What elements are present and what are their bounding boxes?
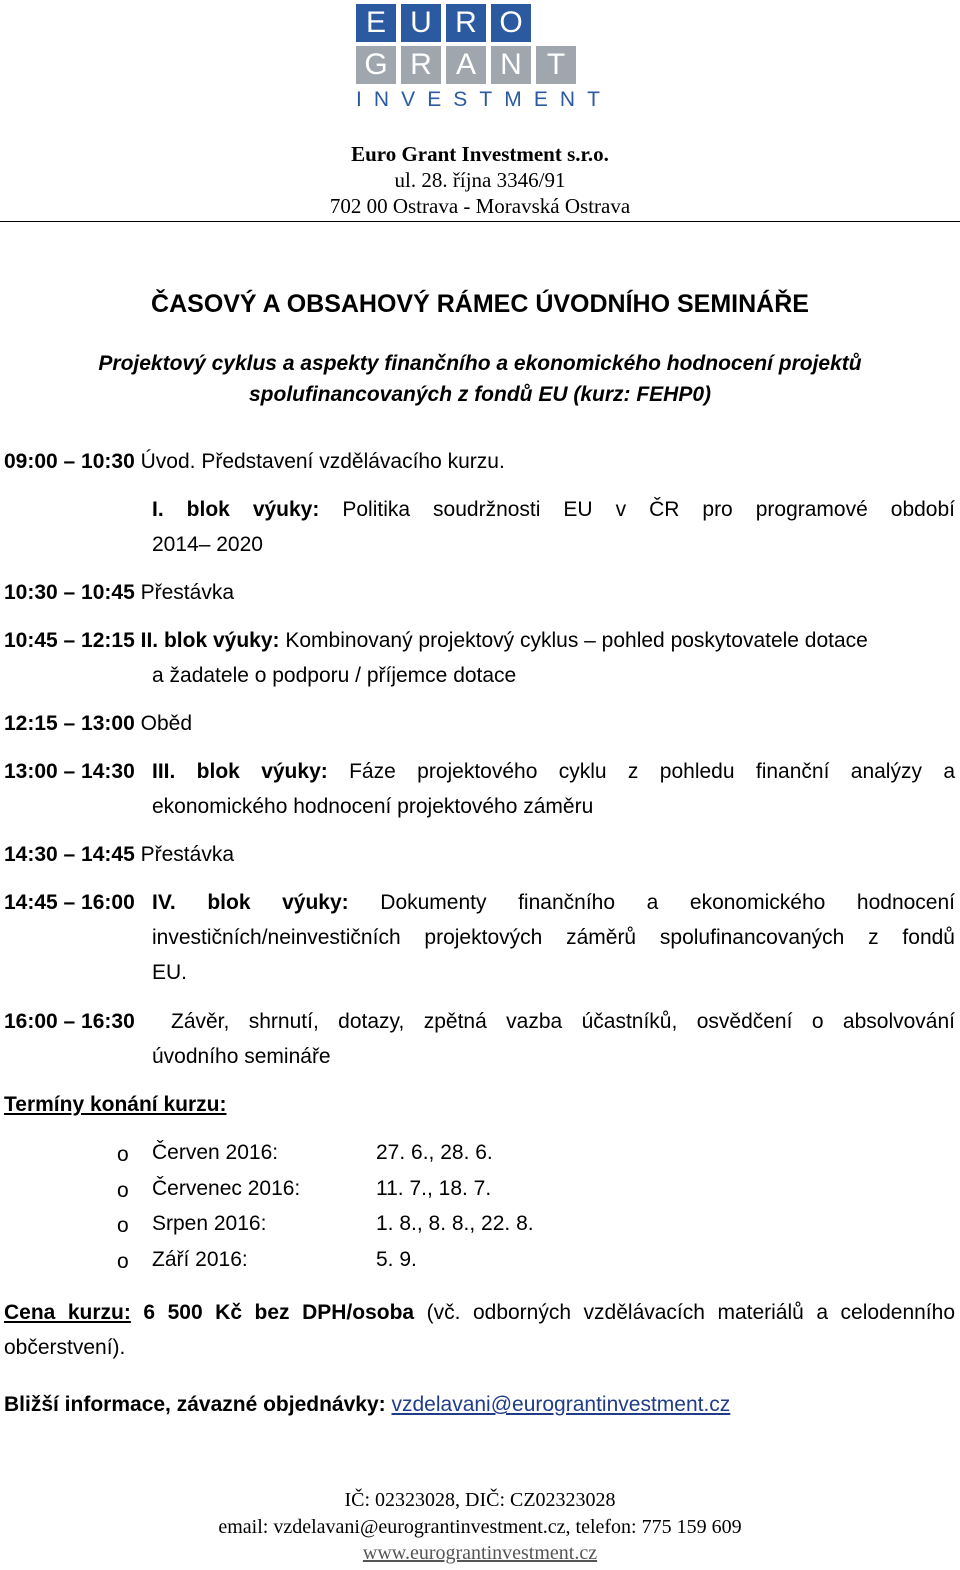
block-text: Politika soudržnosti EU v ČR pro programové období xyxy=(342,498,955,521)
logo-letter: T xyxy=(479,88,493,111)
bullet-icon: o xyxy=(117,1214,129,1237)
logo-letter: T xyxy=(536,46,576,84)
bullet-icon: o xyxy=(117,1179,129,1202)
page-title: ČASOVÝ A OBSAHOVÝ RÁMEC ÚVODNÍHO SEMINÁŘE xyxy=(151,290,809,318)
logo-letter: E xyxy=(533,88,548,111)
block-text-cont: ekonomického hodnocení projektového záměru xyxy=(152,795,594,818)
schedule-text: Přestávka xyxy=(140,843,234,866)
company-street: ul. 28. října 3346/91 xyxy=(394,168,566,192)
logo-word-investment xyxy=(356,88,600,112)
logo-letter: N xyxy=(373,88,390,111)
term-month: Srpen 2016: xyxy=(152,1212,267,1235)
schedule-time: 10:30 – 10:45 xyxy=(4,581,135,604)
logo-letter: U xyxy=(401,4,441,42)
schedule-block-4 xyxy=(152,891,955,915)
price-label: Cena kurzu: xyxy=(4,1301,131,1324)
block-label: III. blok výuky: xyxy=(152,760,328,783)
schedule-time: 16:00 – 16:30 xyxy=(4,1010,135,1033)
price-line xyxy=(4,1301,955,1325)
terms-heading: Termíny konání kurzu: xyxy=(4,1093,227,1116)
company-logo xyxy=(356,4,604,112)
price-note: (vč. odborných vzdělávacích materiálů a celodenního xyxy=(426,1301,955,1324)
block-text: Dokumenty finančního a ekonomického hodnocení xyxy=(380,891,956,914)
block-label: I. blok výuky: xyxy=(152,498,320,521)
block-text-cont: a žadatele o podporu / příjemce dotace xyxy=(152,664,517,687)
logo-letter: R xyxy=(446,4,486,42)
logo-letter: E xyxy=(356,4,396,42)
footer-contact: email: vzdelavani@eurograntinvestment.cz, telefon: 775 159 609 xyxy=(218,1516,742,1538)
block-label: IV. blok výuky: xyxy=(152,891,349,914)
schedule-block-1 xyxy=(152,498,955,522)
block-text: Kombinovaný projektový cyklus – pohled poskytovatele dotace xyxy=(285,629,868,652)
schedule-text: Oběd xyxy=(140,712,192,735)
logo-letter: N xyxy=(491,46,531,84)
schedule-item xyxy=(4,629,868,653)
schedule-item xyxy=(4,450,505,474)
info-label: Bližší informace, závazné objednávky: xyxy=(4,1393,386,1416)
schedule-time: 14:45 – 16:00 xyxy=(4,891,135,914)
logo-letter: E xyxy=(427,88,442,111)
bullet-icon: o xyxy=(117,1143,129,1166)
footer-web-link[interactable]: www.eurograntinvestment.cz xyxy=(362,1542,598,1564)
schedule-time: 12:15 – 13:00 xyxy=(4,712,135,735)
schedule-text: Úvod. Představení vzdělávacího kurzu. xyxy=(140,450,505,473)
schedule-item xyxy=(4,581,234,605)
schedule-time: 10:45 – 12:15 xyxy=(4,629,135,652)
term-dates: 1. 8., 8. 8., 22. 8. xyxy=(376,1212,534,1235)
subtitle-line-2: spolufinancovaných z fondů EU (kurz: FEHP0) xyxy=(248,383,712,406)
logo-letter: I xyxy=(356,88,362,111)
header-divider xyxy=(0,221,960,222)
logo-row-euro xyxy=(356,4,604,42)
schedule-item xyxy=(4,712,192,736)
company-city: 702 00 Ostrava - Moravská Ostrava xyxy=(329,194,631,218)
email-link[interactable]: vzdelavani@eurograntinvestment.cz xyxy=(391,1393,731,1416)
price-value: 6 500 Kč bez DPH/osoba xyxy=(143,1301,415,1324)
schedule-block-3 xyxy=(152,760,955,784)
schedule-item xyxy=(4,843,234,867)
info-line xyxy=(4,1393,730,1417)
block-label: II. blok výuky: xyxy=(140,629,280,652)
bullet-icon: o xyxy=(117,1250,129,1273)
company-name: Euro Grant Investment s.r.o. xyxy=(351,142,609,166)
term-month: Červen 2016: xyxy=(152,1141,279,1164)
schedule-text-cont: úvodního semináře xyxy=(152,1045,331,1068)
footer-ids: IČ: 02323028, DIČ: CZ02323028 xyxy=(344,1489,616,1511)
block-text: Fáze projektového cyklu z pohledu finanční analýzy a xyxy=(349,760,956,783)
schedule-time: 09:00 – 10:30 xyxy=(4,450,135,473)
term-month: Červenec 2016: xyxy=(152,1177,301,1200)
logo-letter: A xyxy=(446,46,486,84)
block-text-cont: investičních/neinvestičních projektových záměrů spolufinancovaných z fondů xyxy=(152,926,955,949)
logo-letter: M xyxy=(504,88,522,111)
subtitle-line-1: Projektový cyklus a aspekty finančního a ekonomického hodnocení projektů xyxy=(98,352,862,375)
logo-letter: N xyxy=(559,88,576,111)
logo-letter: G xyxy=(356,46,396,84)
schedule-text: Závěr, shrnutí, dotazy, zpětná vazba účastníků, osvědčení o absolvování xyxy=(171,1010,955,1033)
block-text-cont: EU. xyxy=(152,961,188,984)
logo-letter: V xyxy=(401,88,416,111)
term-dates: 5. 9. xyxy=(376,1248,417,1271)
block-text-cont: 2014– 2020 xyxy=(152,533,263,556)
price-note-cont: občerstvení). xyxy=(4,1336,126,1359)
term-dates: 11. 7., 18. 7. xyxy=(376,1177,492,1200)
schedule-time: 13:00 – 14:30 xyxy=(4,760,135,783)
schedule-text: Přestávka xyxy=(140,581,234,604)
term-dates: 27. 6., 28. 6. xyxy=(376,1141,493,1164)
term-month: Září 2016: xyxy=(152,1248,248,1271)
logo-letter: R xyxy=(401,46,441,84)
logo-row-grant xyxy=(356,46,604,84)
schedule-time: 14:30 – 14:45 xyxy=(4,843,135,866)
logo-letter: O xyxy=(491,4,531,42)
logo-letter: T xyxy=(587,88,600,111)
logo-letter: S xyxy=(453,88,468,111)
